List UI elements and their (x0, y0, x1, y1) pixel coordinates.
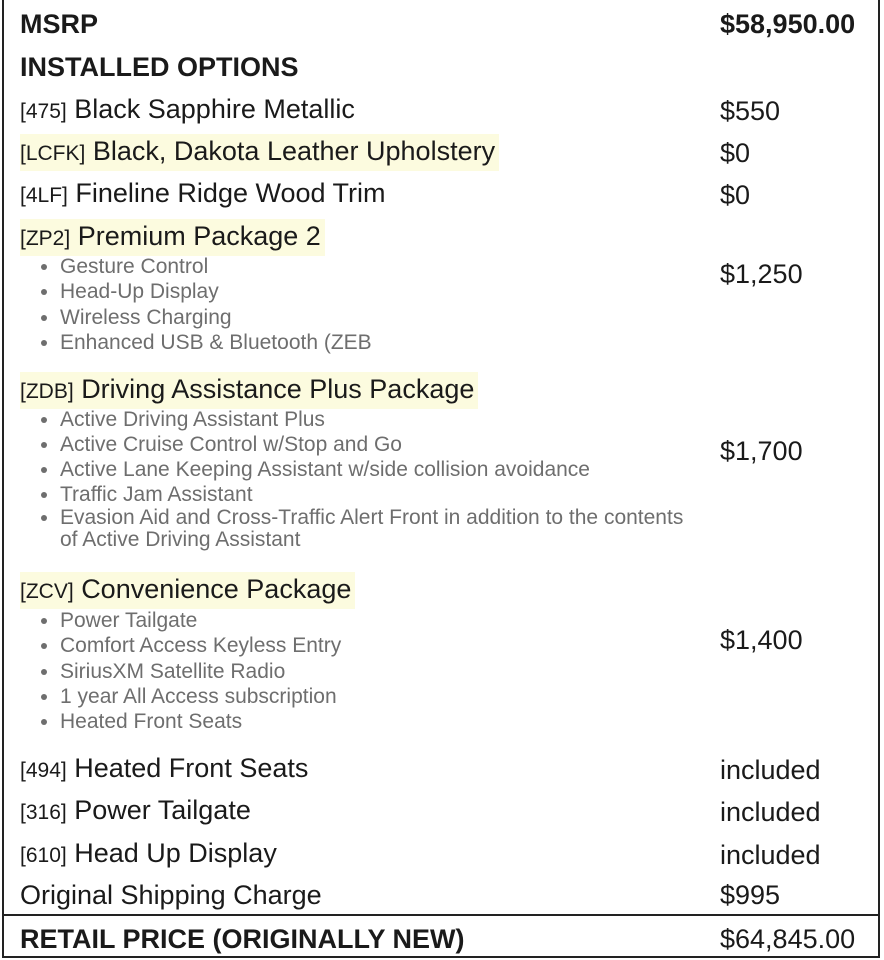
package-feature: • Heated Front Seats (60, 709, 341, 734)
package-feature-list (38, 608, 341, 734)
included-name: Heated Front Seats (74, 753, 309, 783)
shipping-label: Original Shipping Charge (20, 880, 322, 910)
option-row (20, 176, 868, 213)
package-price: $1,400 (720, 625, 803, 655)
shipping-row (20, 878, 868, 912)
package-label (20, 572, 355, 609)
package-label (20, 219, 325, 256)
package-label (20, 372, 478, 409)
package-name: Driving Assistance Plus Package (81, 374, 475, 404)
package-header-row (20, 219, 868, 256)
included-row (20, 836, 868, 873)
package-feature: • Enhanced USB & Bluetooth (ZEB (60, 330, 372, 355)
msrp-price: $58,950.00 (720, 9, 856, 39)
package-feature: • Head-Up Display (60, 279, 372, 304)
option-name: Fineline Ridge Wood Trim (75, 178, 386, 208)
option-price: $0 (720, 137, 751, 168)
option-label (20, 176, 386, 213)
option-row (20, 134, 868, 171)
included-code: [610] (20, 844, 67, 867)
package-feature: • Evasion Aid and Cross-Traffic Alert Front in addition to the contents of Active Driving Assistant (60, 507, 700, 551)
package-feature-list (38, 254, 372, 355)
package-feature: • SiriusXM Satellite Radio (60, 659, 341, 684)
shipping-price: $995 (720, 880, 781, 910)
included-label (20, 751, 308, 788)
total-divider (4, 914, 878, 916)
package-code: [ZDB] (20, 380, 74, 403)
package-price: $1,250 (720, 259, 803, 289)
included-name: Power Tailgate (74, 795, 251, 825)
package-price: $1,700 (720, 436, 803, 466)
package-feature: • 1 year All Access subscription (60, 684, 341, 709)
option-label (20, 134, 499, 171)
package-header-row (20, 572, 868, 609)
included-code: [316] (20, 801, 67, 824)
package-feature: • Gesture Control (60, 254, 372, 279)
msrp-row (20, 7, 868, 41)
option-label (20, 92, 355, 129)
package-code: [ZCV] (20, 580, 74, 603)
option-row (20, 92, 868, 129)
included-price: included (720, 796, 821, 827)
package-feature: • Active Lane Keeping Assistant w/side collision avoidance (60, 457, 700, 482)
package-feature: • Active Driving Assistant Plus (60, 407, 700, 432)
package-name: Premium Package 2 (77, 221, 321, 251)
package-feature-list (38, 407, 700, 551)
option-code: [475] (20, 100, 67, 123)
included-label (20, 836, 277, 873)
package-feature: • Comfort Access Keyless Entry (60, 633, 341, 658)
option-code: [LCFK] (20, 142, 86, 165)
included-row (20, 793, 868, 830)
included-row (20, 751, 868, 788)
msrp-label: MSRP (20, 9, 99, 39)
package-feature: • Traffic Jam Assistant (60, 482, 700, 507)
installed-options-heading-row (20, 50, 868, 84)
package-name: Convenience Package (81, 574, 352, 604)
included-price: included (720, 839, 821, 870)
included-label (20, 793, 251, 830)
package-feature: • Wireless Charging (60, 305, 372, 330)
included-name: Head Up Display (74, 838, 277, 868)
installed-options-heading: INSTALLED OPTIONS (20, 52, 299, 82)
option-name: Black Sapphire Metallic (74, 94, 355, 124)
window-sticker-price-table (2, 0, 880, 958)
retail-price-value: $64,845.00 (720, 924, 856, 954)
option-price: $550 (720, 95, 781, 126)
option-name: Black, Dakota Leather Upholstery (92, 136, 496, 166)
option-price: $0 (720, 179, 751, 210)
package-feature: • Power Tailgate (60, 608, 341, 633)
included-code: [494] (20, 759, 67, 782)
package-feature: • Active Cruise Control w/Stop and Go (60, 432, 700, 457)
package-code: [ZP2] (20, 227, 71, 250)
package-header-row (20, 372, 868, 409)
option-code: [4LF] (20, 184, 68, 207)
retail-price-label: RETAIL PRICE (ORIGINALLY NEW) (20, 924, 465, 954)
retail-price-row (20, 922, 868, 956)
included-price: included (720, 754, 821, 785)
